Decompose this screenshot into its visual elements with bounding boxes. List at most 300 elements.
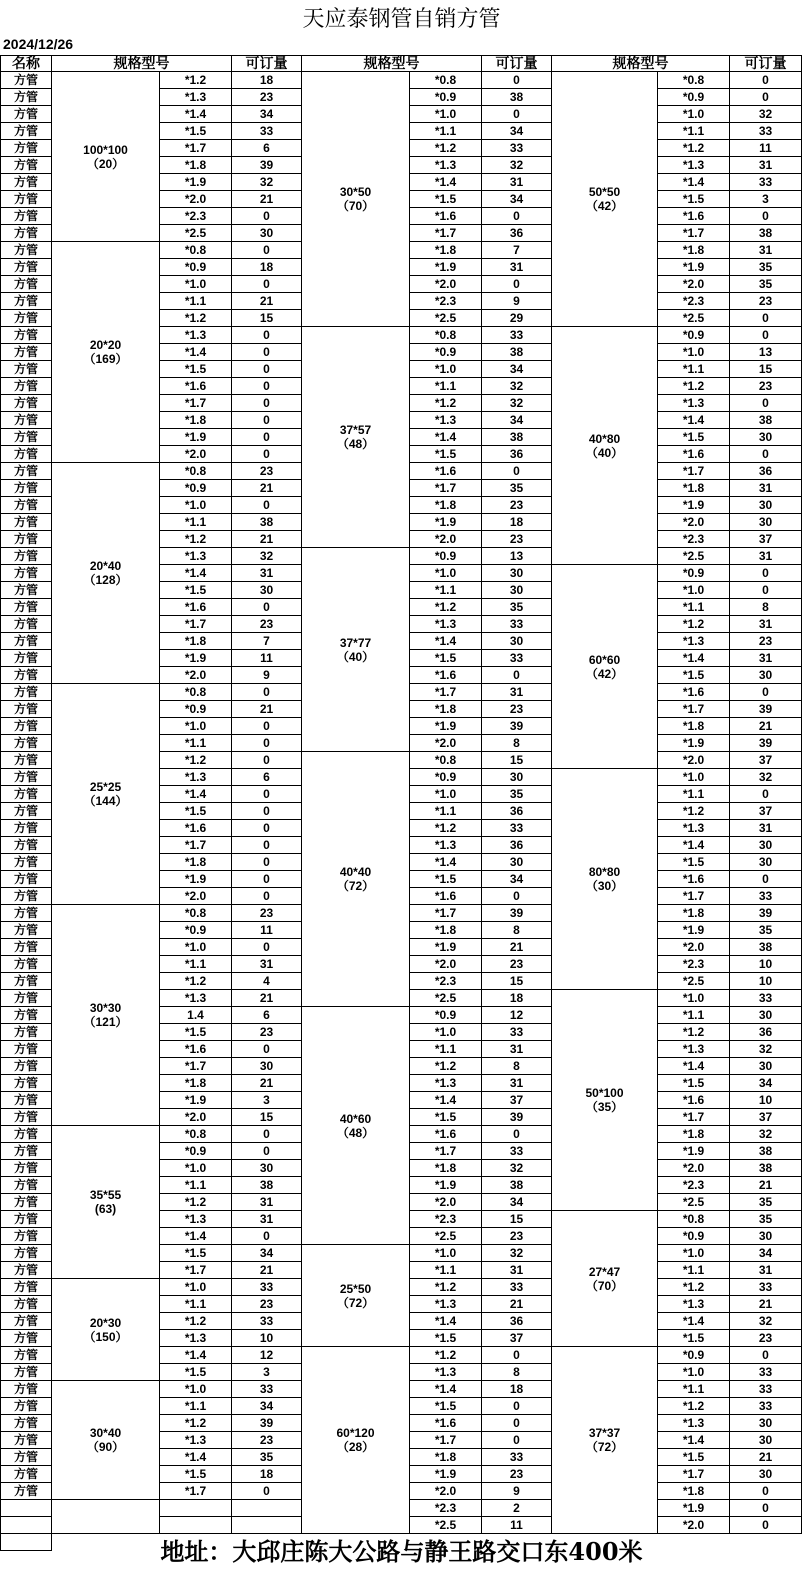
thickness-cell: *1.0 [410, 565, 482, 582]
spec-group [52, 242, 160, 463]
qty-cell: 23 [730, 633, 802, 650]
qty-cell: 0 [232, 361, 302, 378]
qty-cell: 30 [730, 1228, 802, 1245]
thickness-cell: *2.0 [410, 735, 482, 752]
qty-cell: 38 [730, 1143, 802, 1160]
qty-cell: 11 [232, 922, 302, 939]
qty-cell: 35 [232, 1449, 302, 1466]
row-name: 方管 [0, 599, 52, 616]
thickness-cell: *1.3 [410, 1296, 482, 1313]
thickness-cell: *1.3 [160, 990, 232, 1007]
spec-group [552, 769, 658, 990]
thickness-cell: *2.3 [658, 956, 730, 973]
thickness-cell: *2.5 [658, 1194, 730, 1211]
thickness-cell: *1.0 [658, 990, 730, 1007]
spec-group [552, 990, 658, 1211]
qty-cell: 34 [730, 1075, 802, 1092]
qty-cell: 21 [232, 480, 302, 497]
qty-cell: 9 [482, 293, 552, 310]
qty-cell: 0 [730, 310, 802, 327]
spec-group [302, 548, 410, 752]
qty-cell: 33 [730, 174, 802, 191]
qty-cell: 0 [232, 1126, 302, 1143]
thickness-cell: *0.8 [160, 1126, 232, 1143]
thickness-cell: *1.7 [410, 684, 482, 701]
thickness-cell: *1.1 [658, 1262, 730, 1279]
spec-size: 40*80 [588, 431, 621, 446]
thickness-cell: *1.1 [160, 956, 232, 973]
qty-cell: 35 [730, 922, 802, 939]
thickness-cell: *1.4 [410, 854, 482, 871]
thickness-cell: *1.0 [160, 276, 232, 293]
thickness-cell: *1.2 [160, 1313, 232, 1330]
qty-cell: 18 [232, 1466, 302, 1483]
row-name: 方管 [0, 174, 52, 191]
qty-cell: 13 [730, 344, 802, 361]
row-name: 方管 [0, 1296, 52, 1313]
thickness-cell: *1.4 [160, 1449, 232, 1466]
qty-cell: 35 [482, 786, 552, 803]
thickness-cell: *1.2 [658, 1279, 730, 1296]
row-name: 方管 [0, 990, 52, 1007]
spec-total: （72） [585, 1440, 624, 1454]
qty-cell: 0 [730, 327, 802, 344]
thickness-cell: *1.8 [410, 242, 482, 259]
qty-cell: 36 [482, 225, 552, 242]
thickness-cell: *1.8 [658, 480, 730, 497]
row-name: 方管 [0, 378, 52, 395]
row-name: 方管 [0, 684, 52, 701]
date-label: 2024/12/26 [3, 36, 74, 52]
row-name: 方管 [0, 497, 52, 514]
thickness-cell: *1.7 [410, 225, 482, 242]
thickness-cell: *1.5 [658, 1330, 730, 1347]
thickness-cell: *1.4 [410, 1381, 482, 1398]
qty-cell: 0 [482, 1126, 552, 1143]
thickness-cell: *1.4 [410, 633, 482, 650]
qty-cell: 30 [730, 1058, 802, 1075]
qty-cell: 33 [232, 123, 302, 140]
qty-cell: 21 [232, 990, 302, 1007]
qty-cell: 33 [730, 1381, 802, 1398]
qty-cell: 0 [232, 446, 302, 463]
qty-cell: 0 [232, 395, 302, 412]
qty-cell: 6 [232, 140, 302, 157]
thickness-cell: *1.7 [658, 701, 730, 718]
row-name: 方管 [0, 854, 52, 871]
qty-cell: 3 [232, 1364, 302, 1381]
qty-cell: 11 [232, 650, 302, 667]
qty-cell: 33 [482, 1143, 552, 1160]
thickness-cell: *1.0 [658, 582, 730, 599]
thickness-cell: *1.5 [160, 803, 232, 820]
row-name: 方管 [0, 140, 52, 157]
qty-cell: 15 [482, 973, 552, 990]
row-name: 方管 [0, 803, 52, 820]
thickness-cell: *1.6 [410, 888, 482, 905]
header-qty: 可订量 [482, 55, 552, 72]
thickness-cell: *0.9 [658, 1228, 730, 1245]
thickness-cell: *1.2 [160, 531, 232, 548]
thickness-cell: *2.0 [160, 1109, 232, 1126]
row-name: 方管 [0, 871, 52, 888]
qty-cell: 36 [482, 446, 552, 463]
thickness-cell: *1.4 [410, 174, 482, 191]
address-footer: 地址：大邱庄陈大公路与静王路交口东400米 [160, 1537, 643, 1566]
spec-total: （169） [83, 352, 128, 366]
spec-group [302, 1007, 410, 1245]
thickness-cell: *1.6 [658, 871, 730, 888]
thickness-cell: *2.3 [658, 531, 730, 548]
qty-cell: 35 [730, 1194, 802, 1211]
spec-group [52, 463, 160, 684]
spec-group [52, 72, 160, 242]
qty-cell: 38 [232, 514, 302, 531]
qty-cell: 9 [482, 1483, 552, 1500]
qty-cell: 39 [482, 718, 552, 735]
qty-cell: 23 [730, 1330, 802, 1347]
thickness-cell: *1.7 [160, 1262, 232, 1279]
thickness-cell: *1.8 [658, 1126, 730, 1143]
thickness-cell: *1.6 [410, 208, 482, 225]
qty-cell: 23 [232, 89, 302, 106]
spec-group [552, 72, 658, 327]
thickness-cell: *2.3 [658, 1177, 730, 1194]
spec-total: (63) [94, 1202, 117, 1216]
qty-cell: 32 [232, 548, 302, 565]
thickness-cell: *1.2 [410, 820, 482, 837]
row-name: 方管 [0, 1466, 52, 1483]
spec-size: 40*40 [339, 865, 372, 879]
row-name: 方管 [0, 565, 52, 582]
thickness-cell: *1.1 [410, 123, 482, 140]
qty-cell: 31 [730, 157, 802, 174]
row-name: 方管 [0, 157, 52, 174]
spec-size: 30*40 [89, 1426, 122, 1440]
price-table [0, 55, 802, 1531]
thickness-cell: *1.3 [658, 157, 730, 174]
qty-cell: 30 [482, 565, 552, 582]
qty-cell: 8 [482, 922, 552, 939]
qty-cell: 38 [730, 1160, 802, 1177]
thickness-cell: *2.0 [658, 1160, 730, 1177]
qty-cell: 31 [730, 650, 802, 667]
qty-cell: 30 [730, 429, 802, 446]
thickness-cell: *1.8 [160, 854, 232, 871]
qty-cell: 30 [730, 1007, 802, 1024]
thickness-cell: *0.9 [658, 565, 730, 582]
qty-cell: 0 [232, 718, 302, 735]
header-name: 名称 [0, 55, 52, 72]
thickness-cell: *2.0 [410, 956, 482, 973]
thickness-cell: *2.0 [410, 531, 482, 548]
qty-cell: 33 [482, 327, 552, 344]
thickness-cell: *1.7 [410, 480, 482, 497]
qty-cell: 0 [232, 803, 302, 820]
qty-cell: 0 [730, 89, 802, 106]
spec-size: 37*37 [588, 1426, 621, 1440]
qty-cell: 39 [482, 1109, 552, 1126]
thickness-cell: *1.5 [658, 854, 730, 871]
qty-cell: 30 [730, 1432, 802, 1449]
thickness-cell: *1.5 [410, 1109, 482, 1126]
row-name: 方管 [0, 1313, 52, 1330]
qty-cell: 31 [482, 1262, 552, 1279]
qty-cell: 30 [730, 1415, 802, 1432]
qty-cell: 23 [482, 531, 552, 548]
row-name: 方管 [0, 344, 52, 361]
thickness-cell: *1.3 [160, 548, 232, 565]
qty-cell: 39 [730, 735, 802, 752]
qty-cell: 21 [482, 1296, 552, 1313]
qty-cell: 36 [482, 837, 552, 854]
qty-cell: 11 [482, 1517, 552, 1534]
thickness-cell: *1.2 [658, 616, 730, 633]
thickness-cell: *1.7 [658, 1466, 730, 1483]
qty-cell: 0 [232, 242, 302, 259]
row-name: 方管 [0, 616, 52, 633]
row-name: 方管 [0, 1330, 52, 1347]
spec-size: 80*80 [588, 865, 621, 879]
spec-total: （48） [336, 1125, 375, 1140]
row-name: 方管 [0, 718, 52, 735]
qty-cell: 33 [482, 820, 552, 837]
qty-cell: 0 [232, 939, 302, 956]
thickness-cell: *2.3 [410, 973, 482, 990]
qty-cell: 35 [730, 276, 802, 293]
thickness-cell: *2.5 [160, 225, 232, 242]
row-name: 方管 [0, 259, 52, 276]
qty-cell: 38 [482, 429, 552, 446]
spec-total: （28） [336, 1440, 375, 1454]
thickness-cell: *2.0 [658, 939, 730, 956]
qty-cell: 23 [482, 1228, 552, 1245]
qty-cell: 34 [232, 1245, 302, 1262]
thickness-cell: *1.7 [658, 1109, 730, 1126]
spec-group [552, 1211, 658, 1347]
qty-cell: 11 [730, 140, 802, 157]
thickness-cell: *1.7 [410, 905, 482, 922]
spec-size: 20*20 [89, 338, 122, 352]
spec-total: （72） [336, 879, 375, 893]
qty-cell: 10 [730, 973, 802, 990]
qty-cell: 15 [232, 1109, 302, 1126]
row-name: 方管 [0, 446, 52, 463]
thickness-cell: *1.0 [160, 1160, 232, 1177]
thickness-cell: *1.7 [160, 837, 232, 854]
spec-group [52, 1126, 160, 1279]
spec-group [552, 565, 658, 769]
thickness-cell: *0.9 [160, 701, 232, 718]
qty-cell: 36 [730, 1024, 802, 1041]
thickness-cell: *1.0 [410, 106, 482, 123]
qty-cell: 37 [730, 531, 802, 548]
thickness-cell: *1.6 [658, 1092, 730, 1109]
thickness-cell: *2.0 [658, 752, 730, 769]
thickness-cell: *2.3 [410, 1211, 482, 1228]
qty-cell: 32 [482, 1245, 552, 1262]
spec-total: （72） [336, 1295, 375, 1310]
thickness-cell: *1.9 [160, 871, 232, 888]
qty-cell: 33 [730, 1279, 802, 1296]
spec-total: （128） [83, 573, 128, 587]
thickness-cell: *1.8 [160, 1075, 232, 1092]
qty-cell: 21 [232, 1262, 302, 1279]
header-spec: 规格型号 [552, 55, 730, 72]
qty-cell: 23 [232, 616, 302, 633]
row-name: 方管 [0, 1092, 52, 1109]
thickness-cell: *1.0 [160, 1279, 232, 1296]
row-name [0, 1500, 52, 1517]
spec-total: （144） [83, 794, 128, 808]
row-name: 方管 [0, 106, 52, 123]
thickness-cell: *0.8 [160, 463, 232, 480]
thickness-cell: *1.7 [658, 888, 730, 905]
spec-total: （121） [83, 1015, 128, 1029]
qty-cell: 38 [232, 1177, 302, 1194]
row-name: 方管 [0, 769, 52, 786]
qty-cell: 32 [730, 1313, 802, 1330]
qty-cell: 39 [232, 1415, 302, 1432]
spec-group [302, 752, 410, 1007]
row-name: 方管 [0, 650, 52, 667]
thickness-cell: *1.0 [160, 939, 232, 956]
qty-cell: 0 [232, 276, 302, 293]
thickness-cell: *2.0 [160, 667, 232, 684]
thickness-cell: *1.3 [160, 89, 232, 106]
thickness-cell: *2.5 [658, 548, 730, 565]
thickness-cell: *1.0 [410, 786, 482, 803]
thickness-cell: *2.3 [410, 1500, 482, 1517]
header-spec: 规格型号 [52, 55, 232, 72]
thickness-cell: *1.7 [160, 140, 232, 157]
qty-cell: 39 [482, 905, 552, 922]
row-name: 方管 [0, 514, 52, 531]
qty-cell: 39 [730, 701, 802, 718]
qty-cell: 31 [730, 616, 802, 633]
qty-cell: 23 [232, 463, 302, 480]
qty-cell: 15 [482, 1211, 552, 1228]
thickness-cell: *1.1 [658, 786, 730, 803]
thickness-cell: *1.0 [160, 1381, 232, 1398]
qty-cell: 38 [482, 344, 552, 361]
row-name: 方管 [0, 1177, 52, 1194]
qty-cell: 31 [482, 259, 552, 276]
thickness-cell: *1.2 [160, 1415, 232, 1432]
thickness-cell: *2.0 [410, 1194, 482, 1211]
qty-cell: 8 [730, 599, 802, 616]
spec-group [552, 1347, 658, 1534]
thickness-cell: *1.1 [658, 1007, 730, 1024]
thickness-cell: *1.3 [658, 1415, 730, 1432]
qty-cell: 23 [482, 497, 552, 514]
thickness-cell: *1.4 [658, 837, 730, 854]
thickness-cell: *2.5 [658, 973, 730, 990]
thickness-cell: *1.9 [410, 718, 482, 735]
row-name: 方管 [0, 888, 52, 905]
thickness-cell: *1.7 [658, 463, 730, 480]
qty-cell: 30 [730, 837, 802, 854]
qty-cell: 34 [730, 1245, 802, 1262]
thickness-cell: *1.2 [410, 1347, 482, 1364]
thickness-cell: *1.4 [410, 429, 482, 446]
qty-cell: 21 [482, 939, 552, 956]
spec-group [52, 1279, 160, 1381]
qty-cell: 10 [232, 1330, 302, 1347]
qty-cell: 31 [482, 684, 552, 701]
qty-cell: 2 [482, 1500, 552, 1517]
thickness-cell: *1.1 [658, 361, 730, 378]
page-title: 天应泰钢管自销方管 [302, 7, 501, 32]
spec-size: 35*55 [89, 1188, 122, 1202]
thickness-cell: *1.5 [410, 1330, 482, 1347]
thickness-cell: *1.0 [658, 1245, 730, 1262]
thickness-cell: *1.9 [658, 497, 730, 514]
qty-cell: 30 [730, 497, 802, 514]
spec-total: （70） [336, 199, 375, 213]
thickness-cell: *0.9 [160, 1143, 232, 1160]
thickness-cell: *1.8 [658, 1483, 730, 1500]
spec-total: （42） [585, 666, 624, 681]
qty-cell: 37 [730, 752, 802, 769]
row-name: 方管 [0, 1007, 52, 1024]
qty-cell: 10 [730, 956, 802, 973]
row-name [0, 1517, 52, 1534]
qty-cell: 30 [730, 1466, 802, 1483]
thickness-cell: *1.1 [410, 1041, 482, 1058]
qty-cell: 34 [232, 1398, 302, 1415]
spec-total: （42） [585, 199, 624, 213]
thickness-cell: *1.2 [658, 1398, 730, 1415]
row-name: 方管 [0, 1228, 52, 1245]
thickness-cell: *1.0 [160, 497, 232, 514]
thickness-cell: *1.7 [160, 1483, 232, 1500]
thickness-cell: *1.1 [410, 803, 482, 820]
row-name: 方管 [0, 276, 52, 293]
thickness-cell: *1.8 [410, 497, 482, 514]
thickness-cell: *1.6 [410, 463, 482, 480]
thickness-cell: *0.9 [160, 922, 232, 939]
thickness-cell: *1.2 [410, 599, 482, 616]
spec-size: 40*60 [339, 1111, 372, 1126]
row-name: 方管 [0, 395, 52, 412]
thickness-cell: *1.1 [160, 514, 232, 531]
thickness-cell: *1.5 [160, 1364, 232, 1381]
thickness-cell: *0.8 [658, 72, 730, 89]
thickness-cell: *1.9 [658, 922, 730, 939]
thickness-cell: *1.3 [658, 1041, 730, 1058]
row-name: 方管 [0, 123, 52, 140]
thickness-cell: *0.9 [160, 259, 232, 276]
thickness-cell: *2.5 [410, 1228, 482, 1245]
qty-cell: 36 [730, 463, 802, 480]
qty-cell: 23 [482, 701, 552, 718]
thickness-cell: *1.7 [160, 395, 232, 412]
thickness-cell: *1.5 [658, 667, 730, 684]
row-name: 方管 [0, 905, 52, 922]
qty-cell: 38 [730, 939, 802, 956]
thickness-cell: *1.3 [410, 1364, 482, 1381]
thickness-cell: *1.7 [160, 1058, 232, 1075]
qty-cell: 3 [730, 191, 802, 208]
row-name: 方管 [0, 1075, 52, 1092]
qty-cell: 23 [730, 378, 802, 395]
thickness-cell: *1.9 [658, 735, 730, 752]
thickness-cell: *2.5 [410, 310, 482, 327]
row-name: 方管 [0, 1381, 52, 1398]
qty-cell: 0 [730, 1517, 802, 1534]
qty-cell: 34 [482, 412, 552, 429]
